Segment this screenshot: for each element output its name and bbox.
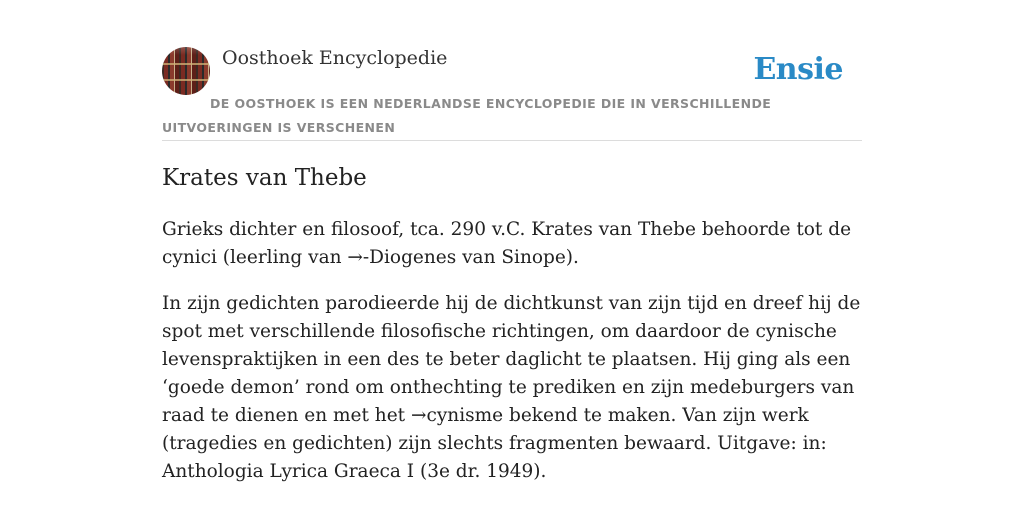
site-name-link[interactable]: Oosthoek Encyclopedie xyxy=(222,47,448,69)
brand-logo[interactable]: Ensie xyxy=(753,52,843,87)
encyclopedia-books-icon xyxy=(162,63,210,65)
article-paragraph: Grieks dichter en filosoof, tca. 290 v.C. Krates van Thebe behoorde tot de cynici (leerling van →-Diogenes van Sinope). xyxy=(162,219,852,268)
header xyxy=(162,46,862,141)
article-paragraph: In zijn gedichten parodieerde hij de dichtkunst van zijn tijd en dreef hij de spot met verschillende filosofische richtingen, om daardoor de cynische levenspraktijken in een des te beter daglicht te plaatsen. Hij ging als een ‘goede demon’ rond om onthechting te prediken en zijn medeburgers van raad te dienen en met het →cynisme bekend te maken. Van zijn werk (tragedies en gedichten) zijn slechts fragmenten bewaard. Uitgave: in: Anthologia Lyrica Graeca I (3e dr. 1949). xyxy=(162,293,861,482)
site-tagline: DE OOSTHOEK IS EEN NEDERLANDSE ENCYCLOPEDIE DIE IN VERSCHILLENDE UITVOERINGEN IS VERSCHENEN xyxy=(162,96,772,135)
article-body xyxy=(162,216,862,504)
avatar-band xyxy=(162,79,210,81)
article-title: Krates van Thebe xyxy=(162,165,367,191)
avatar[interactable] xyxy=(162,47,210,95)
